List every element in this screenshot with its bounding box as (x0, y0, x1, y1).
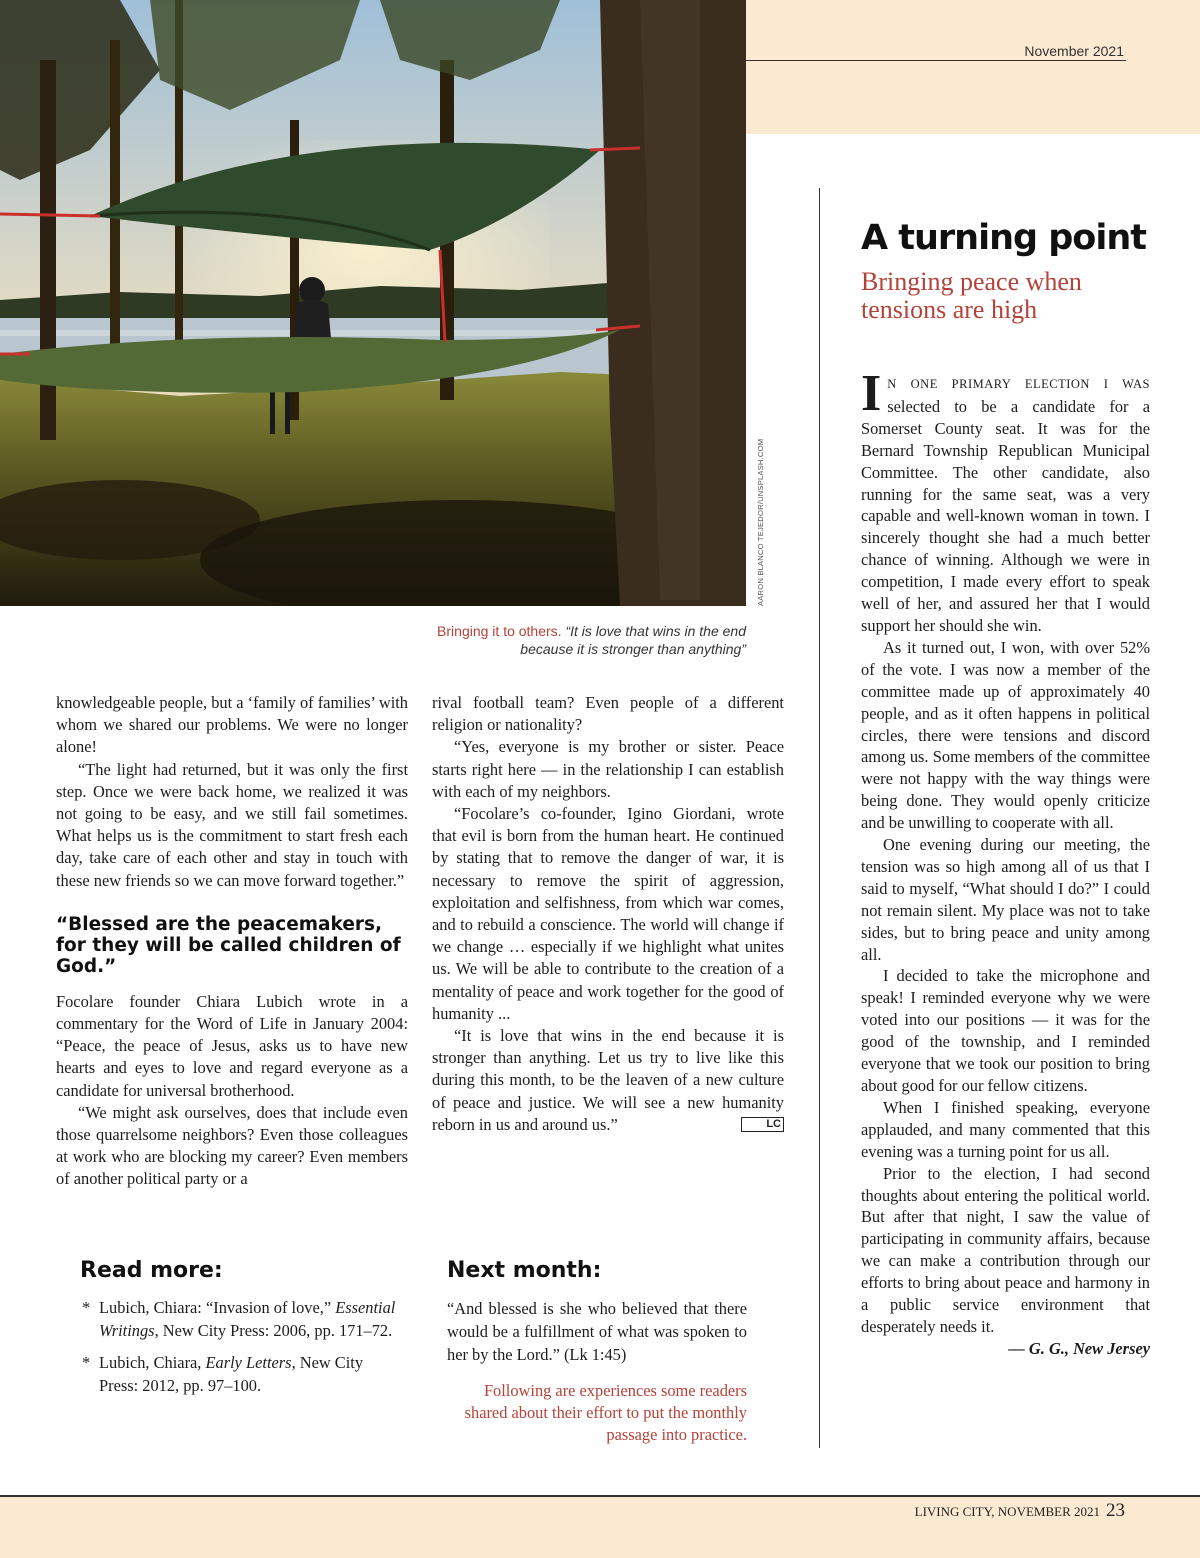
photo-caption (406, 622, 746, 658)
next-month-passage: “And blessed is she who believed that there would be a fulfillment of what was spoken to her by the Lord.” (Lk 1:45) (447, 1299, 747, 1364)
photo-credit: AARON BLANCO TEJEDOR/UNSPLASH.COM (756, 438, 765, 606)
article-paragraph: Focolare founder Chiara Lubich wrote in a commentary for the Word of Life in January 2004: “Peace, the peace of Jesus, asks us to have new hearts and eyes to love and regard everyone as a candidate for universal brotherhood. (56, 991, 408, 1100)
article-paragraph: “The light had returned, but it was only the first step. Once we were back home, we realized it was not going to be easy, and we still fail sometimes. What helps us is the commitment to start fresh each day, take care of each other and stay in touch with these new friends so we can move forward together.” (56, 759, 408, 890)
read-more-heading: Read more: (80, 1258, 223, 1283)
issue-date: November 2021 (1024, 43, 1124, 59)
story-paragraph (861, 365, 1150, 637)
caption-quote: “It is love that wins in the end because it is stronger than anything” (520, 623, 746, 657)
magazine-issue: LIVING CITY, NOVEMBER 2021 (914, 1504, 1100, 1519)
pull-quote-heading: “Blessed are the peacemakers, for they will be called children of God.” (56, 913, 401, 977)
article-paragraph (432, 1025, 784, 1136)
book-title: Essential Writings (99, 1298, 396, 1340)
next-month-heading: Next month: (447, 1258, 602, 1283)
page-footer (915, 1500, 1125, 1522)
article-paragraph: “Focolare’s co-founder, Igino Giordani, wrote that evil is born from the human heart. He continued by stating that to remove the danger of war, it is necessary to remove the spirit of aggression, exploitation and selfishness, from which war comes, and to rebuild a conscience. The world will change if we change … especially if we highlight what unites us. We will be able to contribute to the creation of a mentality of peace and work together for the good of humanity ... (432, 804, 784, 1023)
hero-photo (0, 0, 746, 606)
sidebar-divider (819, 188, 820, 1448)
sidebar-title: A turning point (861, 218, 1146, 258)
article-paragraph: knowledgeable people, but a ‘family of families’ with whom we shared our problems. We were no longer alone! (56, 693, 408, 757)
end-mark-logo: LC (741, 1117, 784, 1132)
article-column-1 (56, 692, 408, 1191)
article-column-2 (432, 692, 784, 1136)
opening-small-caps: N ONE PRIMARY ELECTION I WAS (887, 377, 1150, 391)
story-paragraph: As it turned out, I won, with over 52% of the vote. I was now a member of the committee made up of approximately 40 people, and as it often happens in political circles, there were tensions and discord among us. Some members of the committee were not happy with the way things were being done. They would openly criticize and be unwilling to cooperate with all. (861, 637, 1150, 833)
header-rule (746, 60, 1126, 61)
article-final-text: “It is love that wins in the end because it is stronger than anything. Let us try to live like this during this month, to be the leaven of a new culture of peace and justice. We will see a new humanity reborn in us and around us.” (432, 1026, 784, 1134)
book-title: Early Letters (205, 1353, 292, 1372)
reference-item: * Lubich, Chiara: “Invasion of love,” Essential Writings, New City Press: 2006, pp. 171–72. (80, 1296, 400, 1342)
story-paragraph-text: selected to be a candidate for a Somerset County seat. It was for the Bernard Township Republican Municipal Committee. The other candidate, also running for the same seat, was a very capable and well-known woman in town. I sincerely thought she had a much better chance of winning. Although we were in competition, I made every effort to speak well of her, and assured her that I would support her should she win. (861, 396, 1150, 635)
page-number: 23 (1106, 1500, 1125, 1521)
sidebar-subtitle: Bringing peace when tensions are high (861, 267, 1082, 324)
story-signature: — G. G., New Jersey (1008, 1338, 1150, 1358)
story-paragraph: One evening during our meeting, the tension was so high among all of us that I said to myself, “What should I do?” I could not remain silent. My place was not to take sides, but to bring peace and unity among all. (861, 835, 1150, 964)
story-paragraph: I decided to take the microphone and speak! I reminded everyone why we were voted into our positions — it was for the good of the township, and I reminded everyone that we took our position to bring about good for our fellow citizens. (861, 966, 1150, 1095)
story-paragraph: Prior to the election, I had second thoughts about entering the political world. But after that night, I saw the value of participating in community affairs, because we can make a contribution through our efforts to bring about peace and harmony in a public service environment that desperately needs it. (861, 1163, 1150, 1336)
footer-rule (0, 1495, 1200, 1497)
read-more-list (80, 1296, 400, 1406)
sidebar-story (861, 365, 1150, 1360)
drop-cap: I (861, 365, 882, 422)
sidebar-header (861, 218, 1150, 324)
article-paragraph: “Yes, everyone is my brother or sister. Peace starts right here — in the relationship I can establish with each of my neighbors. (432, 737, 784, 801)
article-paragraph: rival football team? Even people of a different religion or nationality? (432, 693, 784, 735)
caption-lead: Bringing it to others. (437, 623, 562, 639)
story-paragraph: When I finished speaking, everyone applauded, and many commented that this evening was a turning point for us all. (861, 1097, 1150, 1161)
reference-item: * Lubich, Chiara, Early Letters, New City Press: 2012, pp. 97–100. (80, 1351, 400, 1397)
article-paragraph: “We might ask ourselves, does that include even those quarrelsome neighbors? Even those colleagues at work who are blocking my career? Even members of another political party or a (56, 1102, 408, 1189)
next-month-note: Following are experiences some readers shared about their effort to put the monthly passage into practice. (464, 1381, 747, 1444)
header-band (746, 0, 1200, 134)
